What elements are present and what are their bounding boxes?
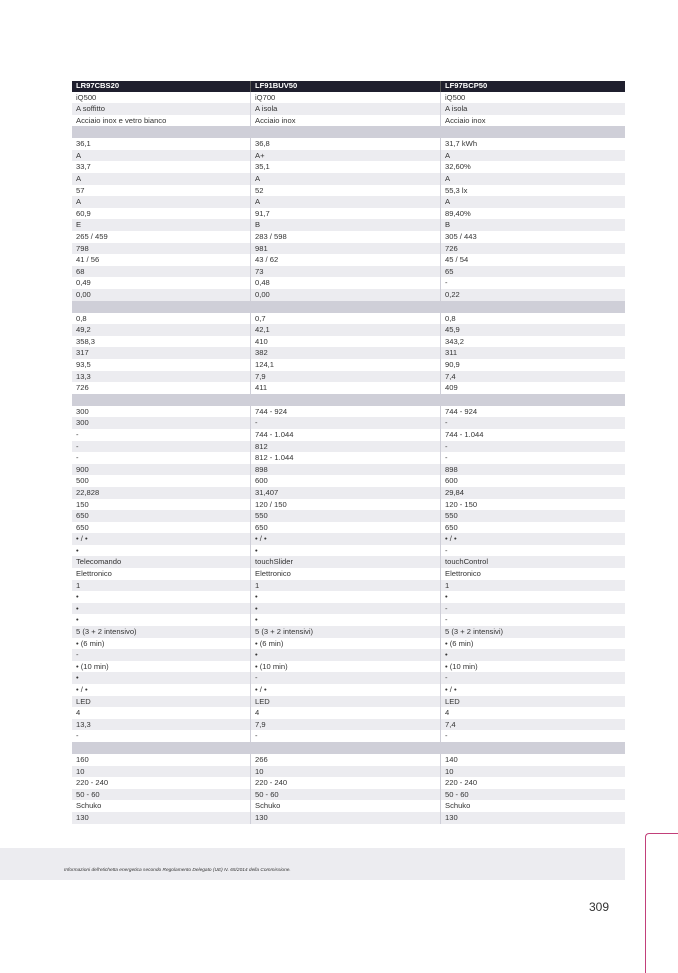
table-cell: 0,7 — [250, 313, 440, 325]
table-cell: 0,8 — [440, 313, 625, 325]
table-cell: A — [76, 197, 82, 207]
table-cell: - — [250, 417, 440, 429]
table-row — [72, 359, 625, 371]
table-cell: • / • — [440, 533, 625, 545]
column-header: LF91BUV50 — [250, 81, 440, 92]
footnote: Informazioni dell'etichetta energetica secondo Regolamento Delegato (UE) N. 65/2014 della Commissione. — [64, 868, 291, 873]
column-header: LR97CBS20 — [76, 81, 120, 90]
table-cell: 981 — [250, 243, 440, 255]
table-cell: 10 — [250, 766, 440, 778]
table-cell: Elettronico — [76, 569, 112, 579]
table-cell: • — [76, 592, 79, 602]
table-cell: 798 — [76, 243, 89, 253]
divider-cell — [72, 301, 250, 313]
table-cell: 29,84 — [440, 487, 625, 499]
table-cell: 650 — [440, 522, 625, 534]
table-cell: 160 — [76, 754, 89, 764]
table-cell: iQ500 — [76, 92, 97, 102]
table-cell: 73 — [250, 266, 440, 278]
table-row — [72, 254, 625, 266]
table-cell: 60,9 — [76, 208, 91, 218]
table-cell: 36,1 — [76, 139, 91, 149]
table-cell: 7,9 — [250, 371, 440, 383]
table-row — [72, 92, 625, 104]
table-cell: 91,7 — [250, 208, 440, 220]
table-row — [72, 580, 625, 592]
table-cell: 550 — [250, 510, 440, 522]
table-cell: - — [440, 603, 625, 615]
divider-cell — [440, 301, 625, 313]
table-row — [72, 777, 625, 789]
divider-cell — [250, 742, 440, 754]
table-cell: 317 — [76, 348, 89, 358]
spec-table — [72, 81, 625, 824]
table-cell: 4 — [250, 707, 440, 719]
table-cell: - — [76, 441, 79, 451]
table-row — [72, 464, 625, 476]
table-cell: 42,1 — [250, 324, 440, 336]
table-cell: 50 - 60 — [250, 789, 440, 801]
table-cell: 409 — [440, 382, 625, 394]
table-cell: - — [440, 614, 625, 626]
table-row — [72, 173, 625, 185]
table-row — [72, 150, 625, 162]
table-row — [72, 103, 625, 115]
table-cell: - — [440, 545, 625, 557]
table-row — [72, 289, 625, 301]
table-cell: Acciaio inox e vetro bianco — [76, 115, 167, 125]
table-cell: 31,7 kWh — [440, 138, 625, 150]
table-cell: 744 - 1.044 — [440, 429, 625, 441]
section-divider — [72, 742, 625, 754]
table-cell: 265 / 459 — [76, 232, 108, 242]
table-cell: 36,8 — [250, 138, 440, 150]
table-cell: - — [440, 672, 625, 684]
table-cell: • (10 min) — [76, 661, 109, 671]
table-cell: 130 — [250, 812, 440, 824]
table-cell: 93,5 — [76, 359, 91, 369]
table-cell: touchControl — [440, 556, 625, 568]
divider-cell — [440, 742, 625, 754]
table-cell: 50 - 60 — [76, 789, 100, 799]
table-cell: Schuko — [250, 800, 440, 812]
table-row — [72, 243, 625, 255]
divider-cell — [250, 126, 440, 138]
table-cell: • (10 min) — [440, 661, 625, 673]
table-cell: 812 - 1.044 — [250, 452, 440, 464]
table-cell: 140 — [440, 754, 625, 766]
table-row — [72, 371, 625, 383]
table-cell: B — [250, 219, 440, 231]
table-cell: • / • — [250, 533, 440, 545]
table-cell: • — [250, 649, 440, 661]
table-cell: 5 (3 + 2 intensivo) — [76, 627, 137, 637]
table-cell: Schuko — [440, 800, 625, 812]
table-row — [72, 324, 625, 336]
table-cell: 600 — [250, 475, 440, 487]
table-cell: 5 (3 + 2 intensivi) — [440, 626, 625, 638]
table-cell: 220 - 240 — [250, 777, 440, 789]
table-cell: 300 — [76, 406, 89, 416]
table-cell: 7,4 — [440, 371, 625, 383]
table-row — [72, 556, 625, 568]
table-cell: - — [440, 730, 625, 742]
table-cell: 32,60% — [440, 161, 625, 173]
table-cell: 10 — [76, 766, 85, 776]
table-row — [72, 277, 625, 289]
table-cell: 220 - 240 — [440, 777, 625, 789]
table-row — [72, 429, 625, 441]
table-cell: - — [250, 672, 440, 684]
table-cell: Schuko — [76, 801, 102, 811]
table-row — [72, 115, 625, 127]
table-cell: • / • — [76, 685, 88, 694]
table-cell: 900 — [76, 464, 89, 474]
table-cell: • / • — [76, 534, 88, 544]
table-cell: 5 (3 + 2 intensivi) — [250, 626, 440, 638]
table-cell: - — [250, 730, 440, 742]
table-cell: 52 — [250, 185, 440, 197]
section-divider — [72, 126, 625, 138]
table-cell: 22,828 — [76, 487, 100, 497]
table-cell: 130 — [440, 812, 625, 824]
table-row — [72, 499, 625, 511]
table-row — [72, 754, 625, 766]
table-cell: • — [250, 614, 440, 626]
table-row — [72, 522, 625, 534]
table-row — [72, 707, 625, 719]
table-row — [72, 196, 625, 208]
table-cell: A — [440, 196, 625, 208]
table-cell: 120 - 150 — [440, 499, 625, 511]
table-cell: 13,3 — [76, 719, 91, 729]
table-cell: 898 — [440, 464, 625, 476]
table-cell: 49,2 — [76, 325, 91, 335]
table-cell: - — [76, 429, 79, 439]
table-cell: 1 — [440, 580, 625, 592]
table-row — [72, 684, 625, 696]
table-cell: • (6 min) — [76, 638, 105, 648]
table-row — [72, 719, 625, 731]
table-row — [72, 510, 625, 522]
table-cell: 65 — [440, 266, 625, 278]
table-row — [72, 487, 625, 499]
table-cell: 266 — [250, 754, 440, 766]
table-row — [72, 638, 625, 650]
table-cell: 311 — [440, 347, 625, 359]
table-cell: 10 — [440, 766, 625, 778]
table-cell: 343,2 — [440, 336, 625, 348]
table-cell: Elettronico — [250, 568, 440, 580]
table-row — [72, 231, 625, 243]
table-cell: 0,48 — [250, 277, 440, 289]
table-cell: 13,3 — [76, 371, 91, 381]
table-cell: 382 — [250, 347, 440, 359]
table-cell: • (6 min) — [250, 638, 440, 650]
table-row — [72, 766, 625, 778]
table-cell: 744 - 924 — [250, 406, 440, 418]
table-cell: 50 - 60 — [440, 789, 625, 801]
table-row — [72, 208, 625, 220]
table-row — [72, 406, 625, 418]
table-cell: LED — [76, 696, 91, 706]
table-row — [72, 603, 625, 615]
table-cell: 283 / 598 — [250, 231, 440, 243]
table-cell: 650 — [76, 511, 89, 521]
table-cell: 7,9 — [250, 719, 440, 731]
table-row — [72, 475, 625, 487]
table-cell: A — [440, 173, 625, 185]
table-row — [72, 185, 625, 197]
table-cell: A — [250, 196, 440, 208]
table-cell: iQ700 — [250, 92, 440, 104]
column-header: LF97BCP50 — [440, 81, 625, 92]
table-cell: A — [76, 174, 82, 184]
table-row — [72, 800, 625, 812]
table-cell: 1 — [76, 580, 81, 590]
table-cell: 744 - 1.044 — [250, 429, 440, 441]
table-cell: • — [76, 545, 79, 555]
table-row — [72, 533, 625, 545]
table-row — [72, 812, 625, 824]
table-cell: Elettronico — [440, 568, 625, 580]
table-cell: E — [76, 220, 82, 230]
table-cell: • (10 min) — [250, 661, 440, 673]
table-cell: A — [76, 150, 82, 160]
table-cell: 7,4 — [440, 719, 625, 731]
table-cell: 812 — [250, 441, 440, 453]
table-row — [72, 347, 625, 359]
table-row — [72, 382, 625, 394]
table-cell: 650 — [250, 522, 440, 534]
table-row — [72, 730, 625, 742]
table-cell: LED — [250, 696, 440, 708]
table-cell: 898 — [250, 464, 440, 476]
table-cell: 130 — [76, 812, 89, 822]
table-header-row — [72, 81, 625, 92]
table-cell: 55,3 lx — [440, 185, 625, 197]
table-cell: • — [250, 545, 440, 557]
table-cell: 550 — [440, 510, 625, 522]
table-row — [72, 161, 625, 173]
table-cell: 4 — [440, 707, 625, 719]
table-cell: 0,8 — [76, 313, 87, 323]
table-cell: 1 — [250, 580, 440, 592]
table-cell: 220 - 240 — [76, 778, 109, 788]
table-row — [72, 626, 625, 638]
table-cell: - — [76, 650, 79, 660]
table-row — [72, 545, 625, 557]
table-cell: 600 — [440, 475, 625, 487]
divider-cell — [440, 126, 625, 138]
section-divider — [72, 394, 625, 406]
table-cell: 68 — [76, 266, 85, 276]
table-cell: Telecomando — [76, 557, 122, 567]
section-divider — [72, 301, 625, 313]
table-row — [72, 696, 625, 708]
table-cell: 57 — [76, 185, 85, 195]
table-cell: 300 — [76, 418, 89, 428]
table-cell: 4 — [76, 708, 81, 718]
table-cell: 410 — [250, 336, 440, 348]
divider-cell — [72, 126, 250, 138]
table-cell: LED — [440, 696, 625, 708]
section-tab-bracket — [645, 833, 678, 973]
table-cell: A isola — [250, 103, 440, 115]
table-row — [72, 672, 625, 684]
table-cell: A soffitto — [76, 104, 105, 114]
table-cell: 726 — [440, 243, 625, 255]
table-cell: • / • — [440, 684, 625, 696]
table-row — [72, 568, 625, 580]
table-row — [72, 789, 625, 801]
table-cell: • — [250, 603, 440, 615]
table-cell: 31,407 — [250, 487, 440, 499]
table-cell: • — [76, 603, 79, 613]
table-cell: 744 - 924 — [440, 406, 625, 418]
table-cell: - — [76, 731, 79, 741]
page-number: 309 — [589, 900, 610, 914]
table-cell: 500 — [76, 476, 89, 486]
table-cell: • — [440, 591, 625, 603]
table-cell: B — [440, 219, 625, 231]
table-cell: - — [440, 277, 625, 289]
table-cell: 43 / 62 — [250, 254, 440, 266]
table-row — [72, 441, 625, 453]
table-cell: 45,9 — [440, 324, 625, 336]
table-cell: A — [440, 150, 625, 162]
table-cell: 0,00 — [250, 289, 440, 301]
table-row — [72, 452, 625, 464]
table-cell: A — [250, 173, 440, 185]
table-cell: - — [76, 453, 79, 463]
table-cell: A+ — [250, 150, 440, 162]
table-cell: • — [76, 615, 79, 625]
table-cell: 35,1 — [250, 161, 440, 173]
table-cell: Acciaio inox — [250, 115, 440, 127]
table-row — [72, 591, 625, 603]
table-cell: 120 / 150 — [250, 499, 440, 511]
table-cell: 33,7 — [76, 162, 91, 172]
table-row — [72, 266, 625, 278]
divider-cell — [440, 394, 625, 406]
table-cell: touchSlider — [250, 556, 440, 568]
table-row — [72, 417, 625, 429]
divider-cell — [250, 301, 440, 313]
table-cell: 726 — [76, 383, 89, 393]
table-cell: 90,9 — [440, 359, 625, 371]
table-cell: 150 — [76, 499, 89, 509]
table-cell: - — [440, 417, 625, 429]
divider-cell — [72, 394, 250, 406]
table-cell: • (6 min) — [440, 638, 625, 650]
table-cell: • / • — [250, 684, 440, 696]
table-cell: 0,49 — [76, 278, 91, 288]
divider-cell — [250, 394, 440, 406]
table-cell: 41 / 56 — [76, 255, 100, 265]
table-cell: 124,1 — [250, 359, 440, 371]
table-row — [72, 661, 625, 673]
table-cell: 305 / 443 — [440, 231, 625, 243]
divider-cell — [72, 742, 250, 754]
footer-box — [0, 848, 625, 880]
table-cell: 650 — [76, 522, 89, 532]
table-cell: - — [440, 441, 625, 453]
table-row — [72, 219, 625, 231]
table-cell: iQ500 — [440, 92, 625, 104]
table-cell: 358,3 — [76, 336, 96, 346]
table-cell: - — [440, 452, 625, 464]
table-cell: 411 — [250, 382, 440, 394]
table-cell: 0,22 — [440, 289, 625, 301]
table-cell: • — [250, 591, 440, 603]
table-cell: 0,00 — [76, 290, 91, 299]
table-cell: • — [440, 649, 625, 661]
table-row — [72, 614, 625, 626]
table-row — [72, 138, 625, 150]
table-row — [72, 313, 625, 325]
table-cell: A isola — [440, 103, 625, 115]
table-cell: Acciaio inox — [440, 115, 625, 127]
table-row — [72, 649, 625, 661]
table-row — [72, 336, 625, 348]
table-cell: 45 / 54 — [440, 254, 625, 266]
table-cell: 89,40% — [440, 208, 625, 220]
table-cell: • — [76, 673, 79, 683]
